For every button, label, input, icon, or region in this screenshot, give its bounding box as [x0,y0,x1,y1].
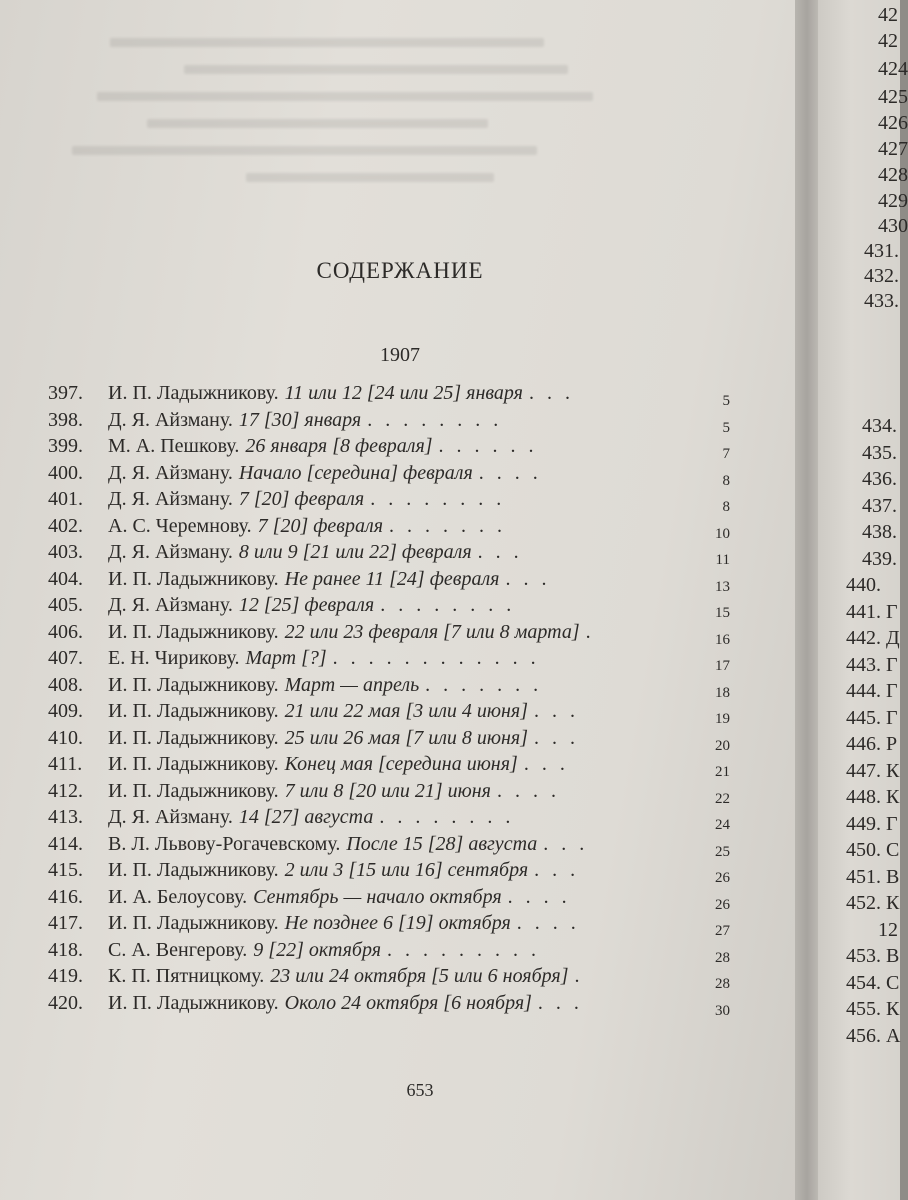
toc-entry [48,963,748,990]
page-number: 653 [406,1080,434,1100]
recipient-name: И. П. Ладыжникову. [108,753,279,775]
recipient-name: И. П. Ладыжникову. [108,991,279,1014]
letter-date: 12 [25] февраля [238,594,375,616]
leader-dots: . . . . [507,885,571,908]
right-entry-number: 443. Г [846,653,898,676]
right-entry-number: 454. С [846,971,900,994]
entry-number: 420. [48,991,83,1014]
entry-page: 11 [715,552,730,568]
right-entry-number: 446. Р [846,733,898,755]
right-entry-number: 424 [878,58,908,80]
entry-number: 409. [48,700,83,722]
right-entry-number: 430 [878,215,908,237]
letter-date: Начало [середина] февраля [238,461,473,484]
toc-entry [48,513,748,540]
entry-number: 418. [48,938,83,961]
right-entry-number: 12 [878,918,898,941]
toc-entry [48,884,748,911]
right-entry-number: 445. Г [846,706,898,729]
toc-entry [48,645,748,672]
right-entry-number: 434. [862,415,897,437]
leader-dots: . . . . . . . . [380,594,516,616]
leader-dots: . . . . . . [438,435,538,457]
right-entry-number: 441. Г [846,600,898,623]
entry-number: 414. [48,832,83,855]
recipient-name: И. П. Ладыжникову. [108,382,279,404]
entry-number: 398. [48,408,83,431]
entry-page: 22 [715,790,730,807]
right-entry-number: 42 [878,4,898,26]
toc-entry [48,831,748,858]
right-entry-number: 432. [864,265,899,287]
entry-number: 405. [48,594,83,616]
recipient-name: И. А. Белоусову. [108,885,248,908]
toc-entry [48,804,748,831]
toc-entry [48,751,748,778]
toc-entry [48,486,748,513]
letter-date: Март — апрель [284,673,420,696]
entry-page: 18 [715,684,730,701]
toc-entry [48,990,748,1017]
right-entry-number: 440. [846,574,881,596]
letter-date: Конец мая [середина июня] [284,753,518,775]
right-entry-number: 448. К [846,786,900,808]
leader-dots: . . . [477,541,523,563]
entry-number: 416. [48,885,83,908]
entry-page: 13 [715,578,730,595]
right-entry-number: 428 [878,164,908,186]
right-entry-number: 444. Г [846,680,898,702]
toc-entry [48,566,748,593]
letter-date: 26 января [8 февраля] [245,435,433,457]
recipient-name: Д. Я. Айзману. [108,488,233,510]
right-entry-number: 437. [862,494,897,517]
entry-page: 8 [722,499,730,515]
right-entry-number: 447. К [846,759,900,782]
toc-entry [48,725,748,752]
recipient-name: А. С. Черемнову. [108,514,252,537]
right-entry-number: 431. [864,240,899,262]
toc-entry [48,460,748,487]
leader-dots: . . . . [496,779,560,802]
leader-dots: . . . [523,753,569,775]
entry-page: 5 [722,419,730,436]
entry-number: 397. [48,382,83,404]
letter-date: 17 [30] января [238,408,362,431]
recipient-name: И. П. Ладыжникову. [108,779,279,802]
right-entry-number: 438. [862,521,897,543]
toc-entry [48,539,748,566]
right-entry-number: 427 [878,138,908,160]
leader-dots: . . . . [478,461,542,484]
letter-date: Март [?] [245,647,327,669]
leader-dots: . . . . . . . [389,514,506,537]
recipient-name: С. А. Венгерову. [108,938,248,961]
right-entry-number: 435. [862,441,897,464]
toc-entry [48,407,748,434]
table-of-contents [48,380,748,1019]
page-title: СОДЕРЖАНИЕ [316,258,484,283]
letter-date: Не позднее 6 [19] октября [284,912,511,934]
letter-date: 14 [27] августа [238,806,374,828]
letter-date: Около 24 октября [6 ноября] [284,991,532,1014]
entry-page: 26 [715,870,730,886]
right-entry-number: 453. В [846,945,900,967]
letter-date: 7 [20] февраля [238,488,365,510]
recipient-name: В. Л. Львову-Рогачевскому. [108,832,341,855]
right-entry-number: 451. В [846,865,900,888]
entry-number: 399. [48,435,83,457]
entry-number: 404. [48,567,83,590]
entry-page: 26 [715,896,730,913]
recipient-name: И. П. Ладыжникову. [108,620,279,643]
letter-date: 7 [20] февраля [257,514,383,537]
leader-dots: . . . [534,726,580,749]
right-entry-number: 455. К [846,998,900,1020]
recipient-name: К. П. Пятницкому. [108,965,265,987]
entry-page: 30 [715,1002,730,1019]
letter-date: 9 [22] октября [253,938,382,961]
right-entry-number: 450. С [846,839,900,861]
recipient-name: И. П. Ладыжникову. [108,912,279,934]
year-heading: 1907 [380,344,420,366]
right-entry-number: 442. Д [846,627,900,649]
letter-date: 2 или 3 [15 или 16] сентября [284,859,529,881]
entry-number: 412. [48,779,83,802]
right-entry-number: 42 [878,30,898,52]
entry-number: 411. [48,753,83,775]
entry-number: 408. [48,673,83,696]
recipient-name: Д. Я. Айзману. [108,594,233,616]
recipient-name: Е. Н. Чирикову. [108,647,240,669]
right-entry-number: 426 [878,112,908,134]
leader-dots: . . . [534,700,580,722]
entry-number: 417. [48,912,83,934]
leader-dots: . [574,965,584,987]
entry-number: 403. [48,541,83,563]
letter-date: Сентябрь — начало октября [253,885,502,908]
recipient-name: Д. Я. Айзману. [108,461,233,484]
toc-entry [48,857,748,884]
leader-dots: . . . . . . . [425,673,543,696]
recipient-name: Д. Я. Айзману. [108,806,233,828]
entry-page: 24 [715,817,730,833]
right-entry-number: 433. [864,290,899,312]
right-entry-number: 456. А [846,1024,901,1047]
entry-page: 28 [715,949,730,966]
toc-entry [48,672,748,699]
entry-page: 28 [715,976,730,992]
entry-number: 413. [48,806,83,828]
right-entry-number: 452. К [846,892,900,914]
entry-number: 401. [48,488,83,510]
toc-entry [48,380,748,407]
recipient-name: И. П. Ладыжникову. [108,700,279,722]
right-entry-number: 439. [862,547,897,570]
entry-page: 8 [722,472,730,489]
leader-dots: . . . [534,859,580,881]
recipient-name: И. П. Ладыжникову. [108,726,279,749]
entry-number: 410. [48,726,83,749]
right-entry-number: 436. [862,468,897,490]
leader-dots: . . . . [516,912,580,934]
entry-number: 400. [48,461,83,484]
recipient-name: И. П. Ладыжникову. [108,673,279,696]
entry-page: 27 [715,923,730,939]
toc-entry [48,592,748,619]
right-entry-number: 429 [878,190,908,212]
leader-dots: . . . . . . . . . . . . [332,647,540,669]
entry-number: 407. [48,647,83,669]
letter-date: 25 или 26 мая [7 или 8 июня] [284,726,529,749]
toc-entry [48,778,748,805]
letter-date: 23 или 24 октября [5 или 6 ноября] [270,965,569,987]
toc-entry [48,937,748,964]
letter-date: 11 или 12 [24 или 25] января [284,382,523,404]
leader-dots: . . . . . . . . [370,488,506,510]
letter-date: 7 или 8 [20 или 21] июня [284,779,491,802]
letter-date: Не ранее 11 [24] февраля [284,567,500,590]
leader-dots: . . . . . . . . [379,806,515,828]
entry-page: 17 [715,658,730,674]
recipient-name: И. П. Ладыжникову. [108,567,279,590]
entry-page: 21 [715,764,730,780]
right-book-page [818,0,908,1200]
entry-page: 19 [715,711,730,727]
letter-date: 8 или 9 [21 или 22] февраля [238,541,472,563]
leader-dots: . . . . . . . . [367,408,503,431]
entry-page: 5 [722,393,730,409]
toc-entry [48,619,748,646]
right-entry-number: 449. Г [846,812,898,835]
toc-entry [48,698,748,725]
entry-page: 7 [722,446,730,462]
leader-dots: . . . . . . . . . [387,938,541,961]
letter-date: 21 или 22 мая [3 или 4 июня] [284,700,529,722]
toc-entry [48,910,748,937]
entry-number: 419. [48,965,83,987]
leader-dots: . [585,620,595,643]
recipient-name: Д. Я. Айзману. [108,408,233,431]
leader-dots: . . . [505,567,551,590]
entry-page: 16 [715,631,730,648]
entry-number: 406. [48,620,83,643]
right-entry-number: 425 [878,86,908,108]
recipient-name: М. А. Пешкову. [108,435,240,457]
entry-page: 15 [715,605,730,621]
entry-page: 10 [715,525,730,542]
letter-date: 22 или 23 февраля [7 или 8 марта] [284,620,580,643]
entry-page: 20 [715,737,730,754]
leader-dots: . . . [528,382,574,404]
entry-number: 415. [48,859,83,881]
recipient-name: Д. Я. Айзману. [108,541,233,563]
leader-dots: . . . [537,991,583,1014]
toc-entry [48,433,748,460]
entry-number: 402. [48,514,83,537]
entry-page: 25 [715,843,730,860]
letter-date: После 15 [28] августа [346,832,538,855]
leader-dots: . . . [543,832,589,855]
recipient-name: И. П. Ладыжникову. [108,859,279,881]
